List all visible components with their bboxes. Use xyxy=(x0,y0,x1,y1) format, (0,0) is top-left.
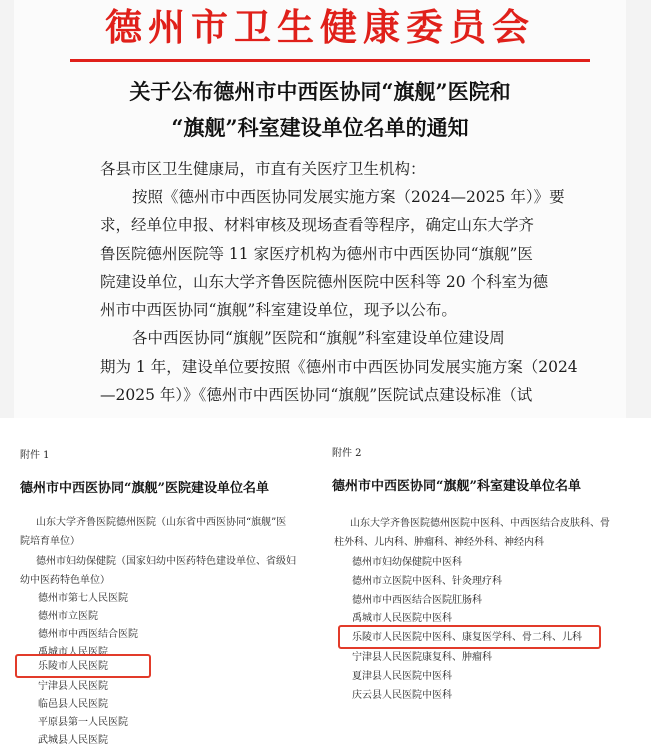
list-item: 山东大学齐鲁医院德州医院中医科、中西医结合皮肤科、骨 xyxy=(350,518,610,529)
notice-title-line-1: 关于公布德州市中西医协同“旗舰”医院和 xyxy=(129,79,511,104)
list-item: 幼中医药特色单位） xyxy=(20,575,110,586)
list-item: 德州市中西医结合医院肛肠科 xyxy=(352,595,482,606)
list-item: 临邑县人民医院 xyxy=(38,699,108,710)
notice-title-line-2: “旗舰”科室建设单位名单的通知 xyxy=(171,115,469,140)
annex-2-label: 附件 2 xyxy=(332,448,362,459)
highlight-box xyxy=(15,654,151,678)
body-line: 院建设单位，山东大学齐鲁医院德州医院中医科等 20 个科室为德 xyxy=(100,273,549,291)
list-item: 禹城市人民医院中医科 xyxy=(352,613,452,624)
list-item: 夏津县人民医院中医科 xyxy=(352,671,452,682)
red-header-rule xyxy=(70,59,590,62)
body-line: 州市中西医协同“旗舰”科室建设单位，现予以公布。 xyxy=(100,301,457,319)
body-line: 各中西医协同“旗舰”医院和“旗舰”科室建设单位建设周 xyxy=(132,329,505,347)
list-item: 庆云县人民医院中医科 xyxy=(352,690,452,701)
list-item: 院培育单位） xyxy=(20,536,80,547)
list-item: 山东大学齐鲁医院德州医院（山东省中西医协同“旗舰”医 xyxy=(36,517,287,528)
body-line: —2025 年）》《德州市中西医协同“旗舰”医院试点建设标准（试 xyxy=(100,386,533,404)
highlight-box xyxy=(338,625,601,649)
body-line: 鲁医院德州医院等 11 家医疗机构为德州市中西医协同“旗舰”医 xyxy=(100,245,533,263)
list-item: 德州市中西医结合医院 xyxy=(38,629,138,640)
list-item: 柱外科、儿内科、肿瘤科、神经外科、神经内科 xyxy=(334,537,544,548)
body-line: 期为 1 年，建设单位要按照《德州市中西医协同发展实施方案（2024 xyxy=(100,358,578,376)
body-line: 按照《德州市中西医协同发展实施方案（2024—2025 年）》要 xyxy=(132,188,565,206)
annex-1-label: 附件 1 xyxy=(20,450,50,461)
list-item: 德州市立医院 xyxy=(38,611,98,622)
annex-1-title: 德州市中西医协同“旗舰”医院建设单位名单 xyxy=(20,481,269,496)
list-item: 德州市妇幼保健院（国家妇幼中医药特色建设单位、省级妇 xyxy=(36,556,296,567)
list-item: 禹城市人民医院 xyxy=(38,647,108,658)
list-item-highlighted: 乐陵市人民医院 xyxy=(38,661,108,672)
body-line: 求，经单位申报、材料审核及现场查看等程序，确定山东大学齐 xyxy=(100,216,535,234)
list-item: 宁津县人民医院康复科、肿瘤科 xyxy=(352,652,492,663)
list-item: 宁津县人民医院 xyxy=(38,681,108,692)
issuer-header: 德州市卫生健康委员会 xyxy=(105,5,535,49)
list-item-highlighted: 乐陵市人民医院中医科、康复医学科、骨二科、儿科 xyxy=(352,632,582,643)
list-item: 德州市第七人民医院 xyxy=(38,593,128,604)
list-item: 德州市立医院中医科、针灸理疗科 xyxy=(352,576,502,587)
list-item: 武城县人民医院 xyxy=(38,735,108,746)
list-item: 平原县第一人民医院 xyxy=(38,717,128,728)
document-sheet xyxy=(14,0,626,418)
annex-2-title: 德州市中西医协同“旗舰”科室建设单位名单 xyxy=(332,479,581,494)
list-item: 德州市妇幼保健院中医科 xyxy=(352,557,462,568)
salutation: 各县市区卫生健康局，市直有关医疗卫生机构： xyxy=(100,160,426,178)
